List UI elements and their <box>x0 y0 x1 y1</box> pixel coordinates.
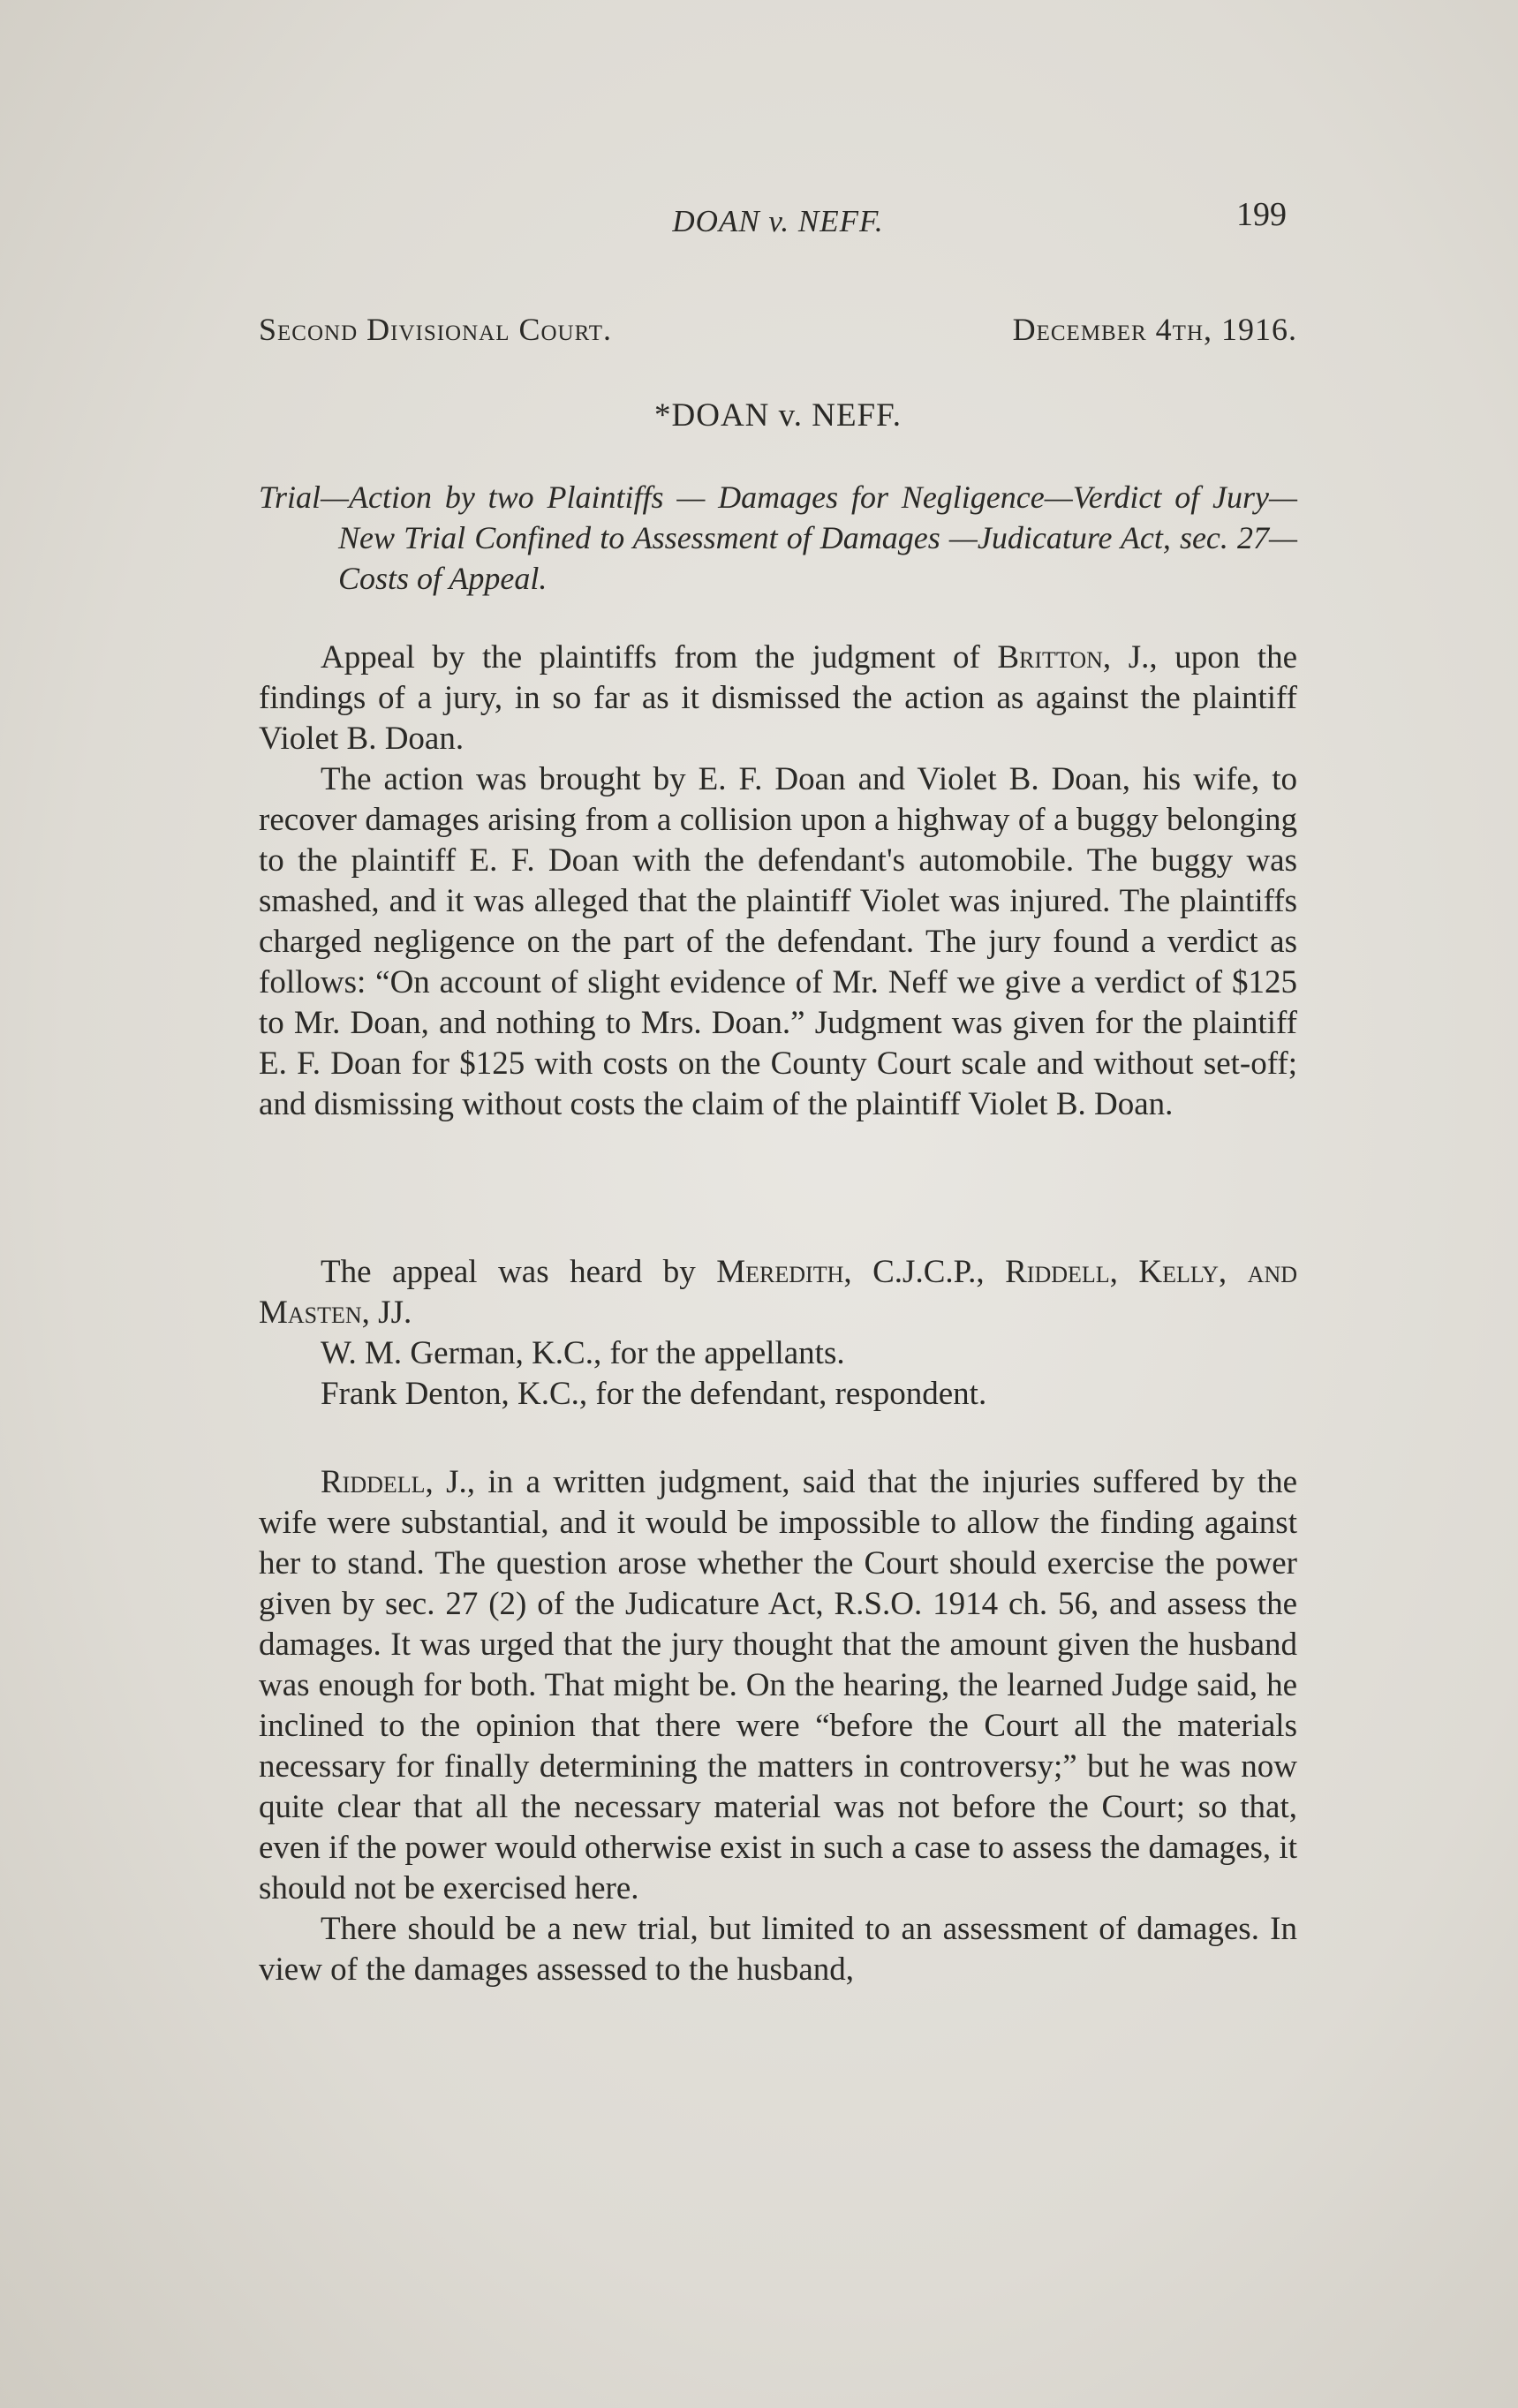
judge-name: Britton <box>997 639 1103 676</box>
judges-list: Meredith, C.J.C.P., Riddell, Kelly, and Masten, JJ. <box>259 1254 1298 1331</box>
running-title: DOAN v. NEFF. <box>672 204 884 238</box>
case-title: *DOAN v. NEFF. <box>654 397 902 434</box>
paragraph-text: , J., upon the findings of a jury, in so far as it dismissed the action as against the plaintiff Violet B. Doan. <box>259 639 1297 757</box>
counsel-respondent: Frank Denton, K.C., for the defendant, respondent. <box>321 1376 987 1412</box>
court-name: Second Divisional Court. <box>259 312 613 347</box>
paragraph-text: The appeal was heard by <box>321 1254 717 1290</box>
running-head <box>259 196 1297 254</box>
paragraph-action: The action was brought by E. F. Doan and Violet B. Doan, his wife, to recover damages arising from a collision upon a highway of a buggy belonging to the plaintiff E. F. Doan with the defendant's automobile. The buggy was smashed, and it was alleged that the plaintiff Violet was injured. The plaintiffs charged negligence on the part of the defendant. The jury found a verdict as follows: “On account of slight evidence of Mr. Neff we give a verdict of $125 to Mr. Doan, and nothing to Mrs. Doan.” Judgment was given for the plaintiff E. F. Doan for $125 with costs on the County Court scale and without set-off; and dismissing without costs the claim of the plaintiff Violet B. Doan. <box>259 761 1297 1122</box>
headnote: Trial—Action by two Plaintiffs — Damages for Negligence—Verdict of Jury—New Trial Confined to Assessment of Damages —Judicature Act, sec. 27—Costs of Appeal. <box>259 479 1297 596</box>
court-line <box>259 309 1297 350</box>
page-number: 199 <box>1236 196 1287 233</box>
paragraph-appeal <box>259 638 1297 759</box>
judge-name: Riddell <box>321 1464 426 1500</box>
judgment-section <box>259 1462 1297 1990</box>
facts-section <box>259 638 1297 1125</box>
paragraph-judgment <box>259 1462 1297 1909</box>
hearing-section <box>259 1252 1297 1415</box>
decision-date: December 4th, 1916. <box>1012 312 1297 347</box>
paragraph-hearing <box>259 1252 1297 1333</box>
paragraph-text: Appeal by the plaintiffs from the judgment of <box>321 639 998 676</box>
paragraph-new-trial: There should be a new trial, but limited to an assessment of damages. In view of the damages assessed to the husband, <box>259 1911 1297 1988</box>
counsel-appellants: W. M. German, K.C., for the appellants. <box>321 1335 845 1371</box>
paragraph-text: , J., in a written judgment, said that the injuries suffered by the wife were substantial, and it would be impossible to allow the finding against her to stand. The question arose whether the Court should exercise the power given by sec. 27 (2) of the Judicature Act, R.S.O. 1914 ch. 56, and assess the damages. It was urged that the jury thought that the amount given the husband was enough for both. That might be. On the hearing, the learned Judge said, he inclined to the opinion that there were “before the Court all the materials necessary for finally determining the matters in controversy;” but he was now quite clear that all the necessary material was not before the Court; so that, even if the power would otherwise exist in such a case to assess the damages, it should not be exercised here. <box>259 1464 1297 1906</box>
